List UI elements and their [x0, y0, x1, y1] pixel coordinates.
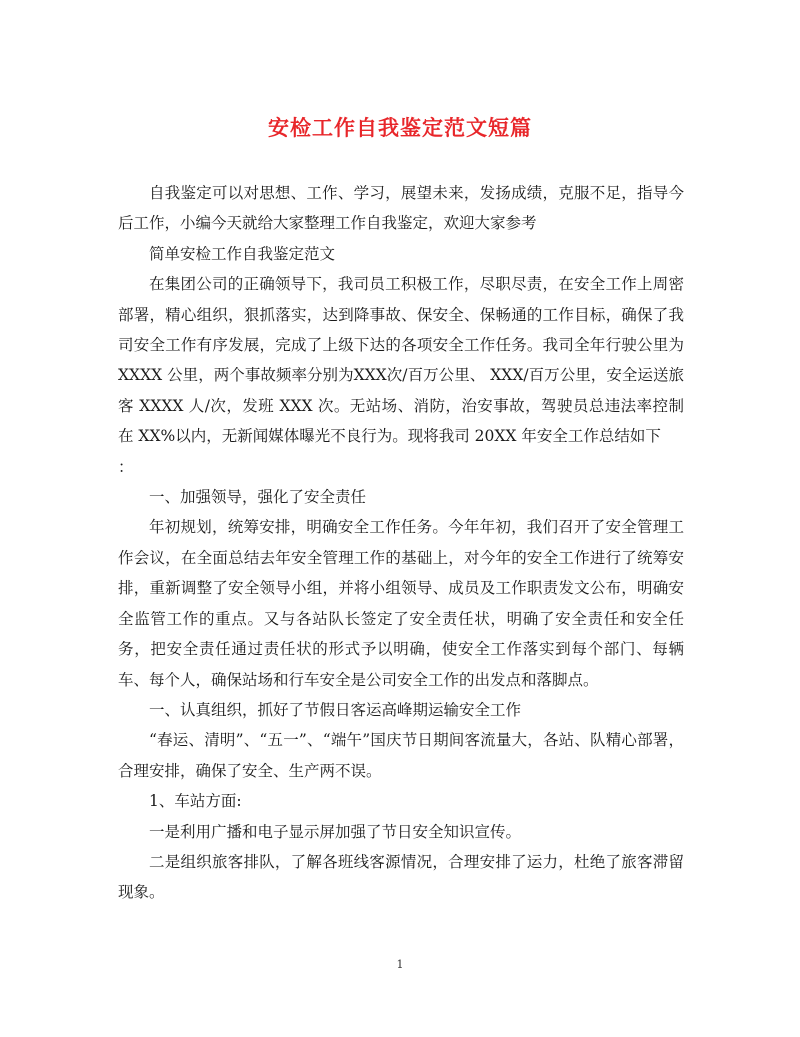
station-point-1: 一是利用广播和电子显示屏加强了节日安全知识宣传。 [149, 822, 522, 841]
summary-colon-line: ： [118, 457, 134, 476]
section-heading-2: 一、认真组织，抓好了节假日客运高峰期运输安全工作 [149, 700, 522, 719]
section-2-paragraph: “春运、清明”、“五一”、“端午”国庆节日期间客流量大，各站、队精心部署，合理安排，确保了安全、生产两不误。 [118, 731, 684, 780]
document-body [118, 178, 684, 908]
page-number: 1 [396, 958, 404, 971]
subsection-heading-station: 1、车站方面: [149, 792, 242, 811]
station-point-2: 二是组织旅客排队，了解各班线客源情况，合理安排了运力，杜绝了旅客滞留现象。 [118, 852, 684, 902]
summary-paragraph: 在集团公司的正确领导下，我司员工积极工作，尽职尽责，在安全工作上周密部署，精心组织，狠抓落实，达到降事故、保安全、保畅通的工作目标，确保了我司安全工作有序发展，完成了上级下达的各项安全工作任务。我司全年行驶公里为 XXXX 公里，两个事故频率分别为XXX次/百万公里、 XXX/百万公里，安全运送旅客 XXXX 人/次，发班 XXX 次。无站场、消防，治安事故，驾驶员总违法率控制在 XX%以内，无新闻媒体曝光不良行为。现将我司 20XX 年安全工作总结如下 [118, 275, 684, 446]
intro-paragraph: 自我鉴定可以对思想、工作、学习，展望未来，发扬成绩，克服不足，指导今后工作，小编今天就给大家整理工作自我鉴定，欢迎大家参考 [118, 184, 684, 233]
section-heading-1: 一、加强领导，强化了安全责任 [149, 488, 367, 507]
section-1-paragraph: 年初规划，统筹安排，明确安全工作任务。今年年初，我们召开了安全管理工作会议，在全面总结去年安全管理工作的基础上，对今年的安全工作进行了统筹安排，重新调整了安全领导小组，并将小组领导、成员及工作职责发文公布，明确安全监管工作的重点。又与各站队长签定了安全责任状，明确了安全责任和安全任务，把安全责任通过责任状的形式予以明确，使安全工作落实到每个部门、每辆车、每个人，确保站场和行车安全是公司安全工作的出发点和落脚点。 [118, 518, 684, 689]
subtitle-paragraph: 简单安检工作自我鉴定范文 [149, 244, 336, 263]
document-title: 安检工作自我鉴定范文短篇 [268, 115, 532, 140]
